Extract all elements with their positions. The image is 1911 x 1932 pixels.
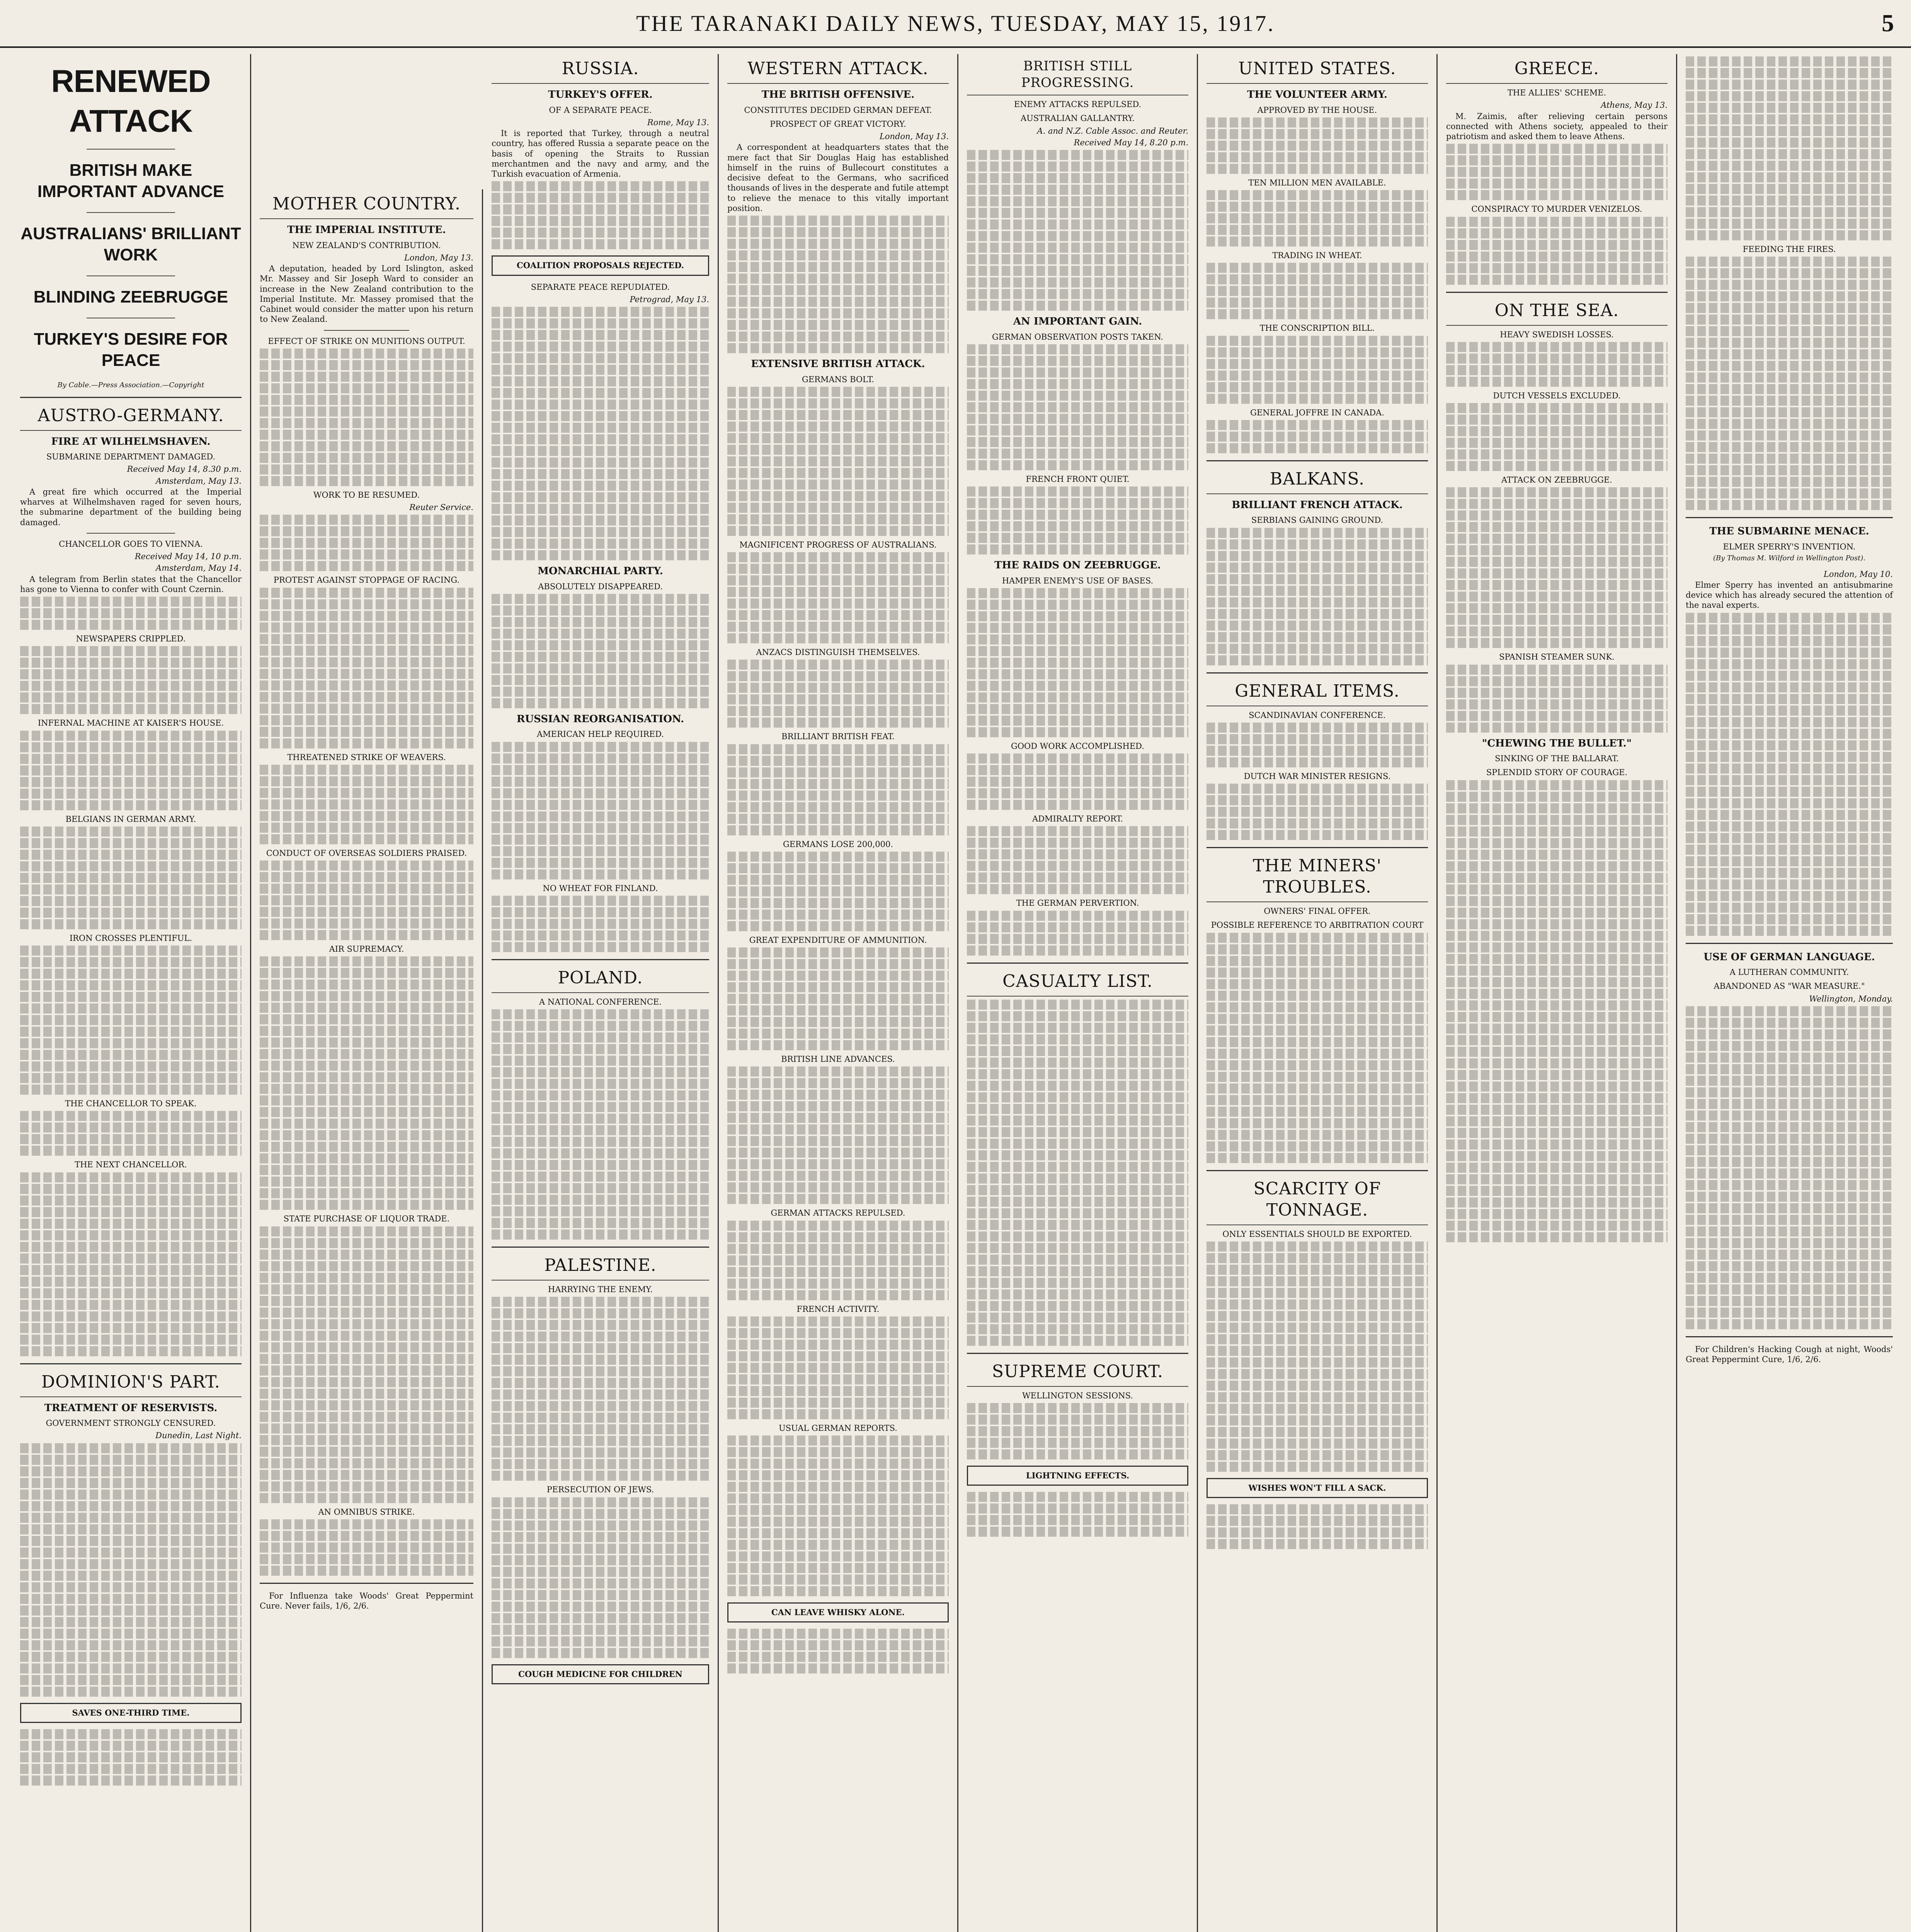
received-line: A. and N.Z. Cable Assoc. and Reuter. — [1037, 126, 1188, 136]
box-title: COALITION PROPOSALS REJECTED. — [517, 260, 684, 270]
advert-title: SAVES ONE-THIRD TIME. — [72, 1708, 190, 1718]
article-body: A correspondent at headquarters states that the mere fact that Sir Douglas Haig has established himself in the ruins of Bullecourt constitutes a decisive defeat to the Germans, who sacrificed thousands of lives in the desperate and futile attempt to relieve the menace to this vitally important position. — [727, 143, 949, 213]
article-head-german-repulsed: GERMAN ATTACKS REPULSED. — [771, 1208, 905, 1218]
advert-title: CAN LEAVE WHISKY ALONE. — [771, 1607, 905, 1617]
article-head-spanish-steamer: SPANISH STEAMER SUNK. — [1499, 652, 1615, 662]
article-head-monarchial: MONARCHIAL PARTY. — [538, 565, 663, 577]
dateline: London, May 13. — [404, 253, 473, 262]
column-8 — [1677, 54, 1901, 1932]
article-sub-fire: SUBMARINE DEPARTMENT DAMAGED. — [46, 452, 216, 461]
section-title-palestine: PALESTINE. — [492, 1255, 709, 1281]
article-sub-separate-peace: OF A SEPARATE PEACE. — [549, 105, 652, 115]
dateline: London, May 13. — [879, 132, 949, 141]
article-head-lutheran: A LUTHERAN COMMUNITY. — [1729, 968, 1849, 977]
article-head-dutch-vessels: DUTCH VESSELS EXCLUDED. — [1493, 391, 1621, 400]
article-head-germans-lose: GERMANS LOSE 200,000. — [783, 839, 893, 849]
section-title-mother-country: MOTHER COUNTRY. — [260, 193, 473, 219]
headline-zeebrugge: BLINDING ZEEBRUGGE — [33, 287, 228, 306]
advert-whisky — [727, 1602, 949, 1622]
article-sub-approved: APPROVED BY THE HOUSE. — [1257, 105, 1377, 115]
received-line: Received May 14, 8.20 p.m. — [1074, 138, 1188, 147]
article-head-newspapers: NEWSPAPERS CRIPPLED. — [76, 634, 186, 643]
dateline: Petrograd, May 13. — [630, 294, 709, 304]
article-head-ammunition: GREAT EXPENDITURE OF AMMUNITION. — [749, 935, 927, 945]
article-head-air-supremacy: AIR SUPREMACY. — [329, 944, 404, 954]
article-head-good-work: GOOD WORK ACCOMPLISHED. — [1011, 741, 1144, 751]
advert-hacking-cough: For Children's Hacking Cough at night, Woods' Great Peppermint Cure, 1/6, 2/6. — [1686, 1344, 1893, 1364]
advert-title: COUGH MEDICINE FOR CHILDREN — [518, 1669, 682, 1679]
section-title-greece: GREECE. — [1446, 58, 1668, 84]
section-title-miners: THE MINERS' TROUBLES. — [1206, 855, 1428, 902]
column-5 — [958, 54, 1198, 1932]
article-sub-observation-posts: GERMAN OBSERVATION POSTS TAKEN. — [992, 332, 1163, 342]
article-body: It is reported that Turkey, through a neutral country, has offered Russia a separate peace on the basis of opening the Straits to Russian merchantmen and the navy and army, and the Turkish evacuation of Armenia. — [492, 129, 709, 179]
masthead — [0, 0, 1911, 48]
byline: (By Thomas M. Wilford in Wellington Post). — [1713, 554, 1866, 562]
masthead-title: THE TARANAKI DAILY NEWS, TUESDAY, MAY 15, 1917. — [636, 10, 1275, 36]
column-3 — [483, 54, 719, 1932]
article-head-admiralty: ADMIRALTY REPORT. — [1032, 814, 1123, 823]
article-sub-disappeared: ABSOLUTELY DISAPPEARED. — [538, 582, 663, 591]
section-title-german-language: USE OF GERMAN LANGUAGE. — [1703, 951, 1875, 963]
article-head-persecution: PERSECUTION OF JEWS. — [546, 1485, 654, 1495]
article-head-iron-crosses: IRON CROSSES PLENTIFUL. — [69, 933, 192, 943]
advert-title: WISHES WON'T FILL A SACK. — [1248, 1483, 1386, 1493]
advert-saves-time — [20, 1703, 242, 1723]
received-line: Received May 14, 10 p.m. — [134, 552, 242, 561]
dateline: Athens, May 13. — [1601, 100, 1668, 110]
article-sub-repudiated: SEPARATE PEACE REPUDIATED. — [531, 282, 670, 292]
received-line: Reuter Service. — [409, 503, 473, 512]
article-head-french-activity: FRENCH ACTIVITY. — [796, 1304, 880, 1314]
article-head-national-conference: A NATIONAL CONFERENCE. — [539, 997, 662, 1007]
article-head-attack-zeebrugge: ATTACK ON ZEEBRUGGE. — [1501, 475, 1612, 485]
advert-lightning — [967, 1466, 1188, 1486]
section-title-submarine-menace: THE SUBMARINE MENACE. — [1709, 526, 1869, 537]
press-credit: By Cable.—Press Association.—Copyright — [57, 381, 204, 389]
column-4 — [719, 54, 958, 1932]
article-sub-repulsed: ENEMY ATTACKS REPULSED. — [1014, 100, 1142, 109]
section-title-western-attack: WESTERN ATTACK. — [727, 58, 949, 84]
article-head-extensive: EXTENSIVE BRITISH ATTACK. — [751, 358, 925, 370]
article-head-sperry: ELMER SPERRY'S INVENTION. — [1723, 542, 1856, 551]
headline-british-advance: BRITISH MAKE IMPORTANT ADVANCE — [37, 161, 225, 201]
article-head-reservists: TREATMENT OF RESERVISTS. — [44, 1402, 218, 1414]
article-body: M. Zaimis, after relieving certain persons connected with Athens society, appealed to their patriotism and asked them to leave Athens. — [1446, 111, 1668, 141]
article-head-magnificent: MAGNIFICENT PROGRESS OF AUSTRALIANS. — [739, 540, 937, 549]
section-title-supreme-court: SUPREME COURT. — [967, 1361, 1188, 1387]
article-head-institute: THE IMPERIAL INSTITUTE. — [287, 224, 446, 236]
section-title-general-items: GENERAL ITEMS. — [1206, 680, 1428, 706]
advert-wishes — [1206, 1478, 1428, 1498]
article-sub-finland: NO WHEAT FOR FINLAND. — [543, 883, 658, 893]
article-body: A telegram from Berlin states that the Chancellor has gone to Vienna to confer with Count Czernin. — [20, 574, 242, 594]
article-body: Elmer Sperry has invented an antisubmarine device which has already secured the attention of the naval experts. — [1686, 580, 1893, 610]
section-title-british-progressing: BRITISH STILL PROGRESSING. — [967, 58, 1188, 95]
headline-australians: AUSTRALIANS' BRILLIANT WORK — [20, 224, 241, 264]
article-head-next-chancellor: THE NEXT CHANCELLOR. — [75, 1160, 187, 1170]
column-1 — [12, 54, 251, 1932]
article-head-omnibus: AN OMNIBUS STRIKE. — [318, 1507, 415, 1517]
article-head-turkey-offer: TURKEY'S OFFER. — [548, 89, 653, 100]
section-title-casualty: CASUALTY LIST. — [967, 971, 1188, 997]
section-title-poland: POLAND. — [492, 967, 709, 993]
article-head-offensive: THE BRITISH OFFENSIVE. — [761, 89, 915, 100]
article-head-machine: INFERNAL MACHINE AT KAISER'S HOUSE. — [37, 718, 224, 728]
article-head-conscription: THE CONSCRIPTION BILL. — [1259, 323, 1375, 333]
section-title-united-states: UNITED STATES. — [1206, 58, 1428, 84]
section-title-russia: RUSSIA. — [492, 58, 709, 84]
article-head-scandinavian: SCANDINAVIAN CONFERENCE. — [1249, 710, 1386, 720]
section-title-austro-germany: AUSTRO-GERMANY. — [20, 405, 242, 431]
article-head-strike-munitions: EFFECT OF STRIKE ON MUNITIONS OUTPUT. — [268, 336, 465, 346]
box-coalition — [492, 255, 709, 276]
received-line: Received May 14, 8.30 p.m. — [127, 464, 242, 474]
dateline: Dunedin, Last Night. — [155, 1431, 242, 1440]
article-head-important-gain: AN IMPORTANT GAIN. — [1013, 316, 1142, 327]
article-head-nz-contribution: NEW ZEALAND'S CONTRIBUTION. — [292, 240, 441, 250]
article-sub-french-quiet: FRENCH FRONT QUIET. — [1026, 474, 1130, 484]
article-head-anzacs: ANZACS DISTINGUISH THEMSELVES. — [756, 648, 920, 657]
article-sub-arbitration: POSSIBLE REFERENCE TO ARBITRATION COURT — [1211, 920, 1424, 930]
article-head-french-attack: BRILLIANT FRENCH ATTACK. — [1232, 499, 1403, 511]
article-head-wheat: TRADING IN WHEAT. — [1272, 251, 1362, 260]
article-sub-hamper: HAMPER ENEMY'S USE OF BASES. — [1002, 576, 1154, 585]
article-head-belgians: BELGIANS IN GERMAN ARMY. — [65, 814, 196, 824]
headline-renewed-attack: RENEWED ATTACK — [51, 64, 211, 139]
dateline: Amsterdam, May 14. — [156, 563, 242, 573]
section-title-balkans: BALKANS. — [1206, 468, 1428, 494]
article-sub-ballarat: SINKING OF THE BALLARAT. — [1495, 754, 1619, 763]
dateline: London, May 10. — [1823, 569, 1893, 579]
article-head-british-feat: BRILLIANT BRITISH FEAT. — [781, 732, 895, 742]
article-head-gallantry: AUSTRALIAN GALLANTRY. — [1020, 114, 1135, 123]
dateline: Amsterdam, May 13. — [156, 476, 242, 486]
article-head-perversion: THE GERMAN PERVERTION. — [1016, 898, 1139, 908]
article-sub-bolt: GERMANS BOLT. — [802, 374, 874, 384]
column-2 — [251, 189, 483, 1932]
article-head-essentials: ONLY ESSENTIALS SHOULD BE EXPORTED. — [1222, 1229, 1412, 1239]
article-head-fire: FIRE AT WILHELMSHAVEN. — [51, 435, 211, 447]
article-head-chancellor: CHANCELLOR GOES TO VIENNA. — [59, 539, 203, 549]
advert-title: LIGHTNING EFFECTS. — [1026, 1470, 1130, 1480]
section-title-dominion: DOMINION'S PART. — [20, 1371, 242, 1397]
article-sub-victory: PROSPECT OF GREAT VICTORY. — [770, 119, 906, 129]
article-head-ten-million: TEN MILLION MEN AVAILABLE. — [1248, 178, 1386, 187]
article-sub-defeat: CONSTITUTES DECIDED GERMAN DEFEAT. — [744, 105, 932, 115]
article-body: A great fire which occurred at the Imperial wharves at Wilhelmshaven raged for seven hours, the submarine department of the building being damaged. — [20, 487, 242, 527]
page-number: 5 — [1882, 9, 1896, 37]
article-head-chancellor-speak: THE CHANCELLOR TO SPEAK. — [65, 1099, 197, 1108]
article-body: A deputation, headed by Lord Islington, asked Mr. Massey and Sir Joseph Ward to consider an increase in the New Zealand contribution to the Imperial Institute. Mr. Massey promised that the Cabinet would consider the matter upon his return to New Zealand. — [260, 264, 473, 324]
article-sub-wellington: WELLINGTON SESSIONS. — [1022, 1391, 1133, 1400]
article-sub-war-measure: ABANDONED AS "WAR MEASURE." — [1714, 981, 1865, 991]
advert-cough-medicine — [492, 1664, 709, 1684]
article-head-liquor: STATE PURCHASE OF LIQUOR TRADE. — [283, 1214, 450, 1224]
article-head-owners-offer: OWNERS' FINAL OFFER. — [1264, 906, 1371, 916]
article-head-harrying: HARRYING THE ENEMY. — [548, 1285, 653, 1294]
column-6 — [1198, 54, 1438, 1932]
section-title-on-the-sea: ON THE SEA. — [1446, 300, 1668, 326]
article-sub-american-help: AMERICAN HELP REQUIRED. — [536, 730, 664, 739]
article-head-reorganisation: RUSSIAN REORGANISATION. — [516, 713, 684, 725]
dateline: Wellington, Monday. — [1809, 994, 1893, 1003]
article-head-chewing-bullet: "CHEWING THE BULLET." — [1482, 737, 1632, 749]
article-head-dutch-minister: DUTCH WAR MINISTER RESIGNS. — [1244, 771, 1391, 781]
article-head-overseas-soldiers: CONDUCT OF OVERSEAS SOLDIERS PRAISED. — [266, 848, 467, 858]
article-head-swedish-losses: HEAVY SWEDISH LOSSES. — [1500, 330, 1614, 339]
article-sub-serbians: SERBIANS GAINING GROUND. — [1251, 515, 1383, 525]
article-sub-courage: SPLENDID STORY OF COURAGE. — [1486, 768, 1628, 777]
article-head-joffre: GENERAL JOFFRE IN CANADA. — [1250, 408, 1384, 417]
article-head-allies-scheme: THE ALLIES' SCHEME. — [1507, 88, 1606, 97]
article-head-conspiracy: CONSPIRACY TO MURDER VENIZELOS. — [1471, 204, 1642, 214]
article-head-racing: PROTEST AGAINST STOPPAGE OF RACING. — [273, 575, 460, 585]
article-sub-government: GOVERNMENT STRONGLY CENSURED. — [46, 1418, 216, 1428]
dateline: Rome, May 13. — [647, 117, 709, 127]
article-head-usual-reports: USUAL GERMAN REPORTS. — [779, 1423, 897, 1433]
article-head-line-advances: BRITISH LINE ADVANCES. — [781, 1054, 895, 1064]
article-head-feeding-fires: FEEDING THE FIRES. — [1743, 245, 1836, 254]
article-head-raids: THE RAIDS ON ZEEBRUGGE. — [994, 560, 1161, 571]
article-head-work-resumed: WORK TO BE RESUMED. — [313, 490, 420, 500]
section-title-tonnage: SCARCITY OF TONNAGE. — [1206, 1178, 1428, 1225]
article-head-volunteer-army: THE VOLUNTEER ARMY. — [1247, 89, 1387, 100]
article-head-weavers: THREATENED STRIKE OF WEAVERS. — [287, 752, 446, 762]
advert-influenza: For Influenza take Woods' Great Peppermint Cure. Never fails, 1/6, 2/6. — [260, 1591, 473, 1611]
column-7 — [1438, 54, 1677, 1932]
headline-turkey: TURKEY'S DESIRE FOR PEACE — [34, 330, 228, 370]
